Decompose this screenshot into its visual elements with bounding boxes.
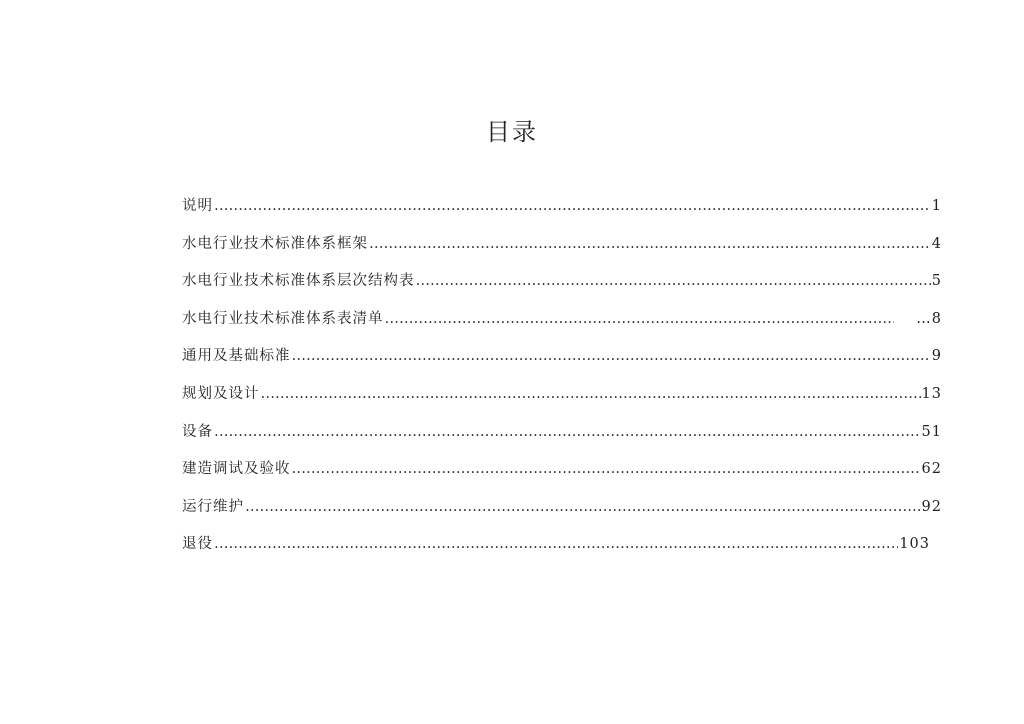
dot-leader	[214, 424, 921, 440]
toc-entry-label: 水电行业技术标准体系层次结构表	[182, 273, 415, 290]
toc-entry-hierarchy-table	[182, 269, 942, 307]
toc-page-number: 92	[921, 498, 942, 515]
dot-leader	[292, 348, 931, 364]
dot-leader	[292, 461, 921, 477]
toc-entry-construction-acceptance	[182, 457, 942, 495]
dot-leader	[416, 273, 931, 289]
toc-entry-instructions	[182, 194, 942, 232]
toc-entry-equipment	[182, 420, 942, 458]
toc-entry-label: 设备	[182, 423, 213, 440]
toc-entry-framework	[182, 232, 942, 270]
toc-entry-label: 规划及设计	[182, 385, 260, 402]
toc-page-number: 1	[931, 198, 942, 214]
table-of-contents	[182, 194, 942, 570]
toc-entry-label: 建造调试及验收	[182, 461, 291, 478]
toc-page-number: 9	[931, 348, 942, 365]
toc-entry-label: 通用及基础标准	[182, 348, 291, 365]
dot-leader	[214, 198, 931, 214]
toc-entry-operation-maintenance	[182, 495, 942, 533]
toc-entry-label: 退役	[182, 536, 213, 553]
toc-entry-decommissioning	[182, 532, 930, 570]
toc-page-number: 51	[921, 423, 942, 440]
toc-page-number: 4	[931, 235, 942, 252]
dot-leader	[369, 236, 931, 252]
toc-page-number: 13	[921, 385, 942, 402]
toc-entry-label: 说明	[182, 198, 213, 214]
toc-entry-label: 水电行业技术标准体系框架	[182, 235, 368, 252]
dot-leader	[245, 499, 921, 515]
toc-entry-standards-list	[182, 307, 942, 345]
toc-page-number: 103	[899, 536, 930, 553]
toc-entry-general-standards	[182, 344, 942, 382]
toc-entry-planning-design	[182, 382, 942, 420]
toc-entry-label: 运行维护	[182, 498, 244, 515]
toc-page-number: …8	[916, 310, 942, 327]
toc-page-number: 62	[921, 461, 942, 478]
dot-leader	[261, 386, 921, 402]
dot-leader	[385, 311, 895, 327]
toc-entry-label: 水电行业技术标准体系表清单	[182, 310, 384, 327]
page-title: 目录	[486, 118, 538, 146]
dot-leader	[214, 536, 898, 552]
toc-page-number: 5	[931, 273, 942, 290]
toc-page-number-value: 8	[931, 310, 942, 327]
